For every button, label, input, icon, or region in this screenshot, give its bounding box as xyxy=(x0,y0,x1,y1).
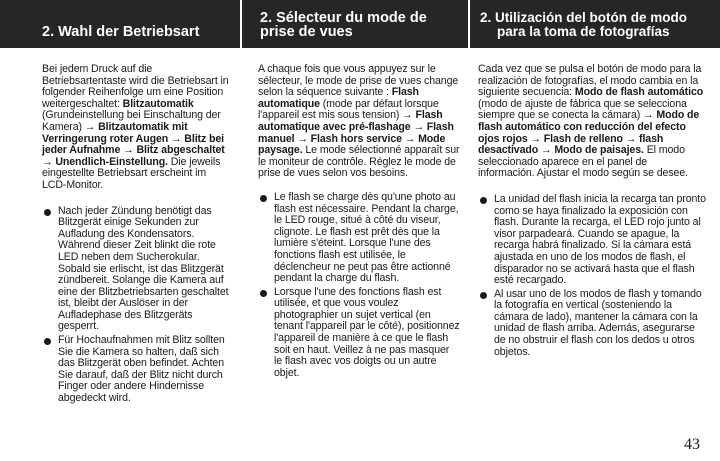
bullets-spanish xyxy=(478,194,706,358)
intro-french-part: → Flash automatique avec pré-flashage → Flash manuel → Flash hors service → Mode paysage. xyxy=(258,109,454,157)
bullet-item: Al usar uno de los modos de flash y tomando la fotografía en vertical (sosteniendo la cámara de lado), mantener la cámara con la unidad de flash arriba. Además, asegurarse de no obstruir el flash con los dedos u otros objetos. xyxy=(478,289,706,359)
intro-french xyxy=(258,64,460,180)
bullet-item: La unidad del flash inicia la recarga tan pronto como se haya finalizado la exposición con flash. Durante la recarga, el LED rojo junto al visor parpadeará. Cuando se apague, la recarga habrá finalizado. Si la cámara está ajustada en uno de los modos de flash, el disparador no se activará hasta que el flash esté recargado. xyxy=(478,194,706,287)
body-german xyxy=(0,48,240,405)
intro-spanish xyxy=(478,64,706,180)
body-spanish xyxy=(468,48,720,358)
heading-french-line2: prise de vues xyxy=(260,24,353,40)
intro-french-part: (mode par défaut lorsque l'appareil est mis sous tension) xyxy=(258,97,439,122)
intro-german-part: Die jeweils eingestellte Betriebsart erscheint im LCD-Monitor. xyxy=(42,155,221,191)
column-spanish xyxy=(468,0,720,360)
intro-german-part: Blitzautomatik xyxy=(122,97,194,110)
bullet-item: Für Hochaufnahmen mit Blitz sollten Sie die Kamera so halten, daß sich das Blitzgerät oben befindet. Achten Sie darauf, daß der Blitz nicht durch Finger oder andere Hindernisse abgedeckt wird. xyxy=(42,335,232,405)
intro-spanish-part: → Modo de flash automático con reducción del efecto ojos rojos → Flash de relleno → flash desactivado → Modo de paisajes. xyxy=(478,109,700,157)
intro-german-part: → Blitzautomatik mit Verringerung roter Augen → Blitz bei jeder Aufnahme → Blitz abgeschaltet → Unendlich-Einstellung. xyxy=(42,120,225,168)
intro-spanish-part: (modo de ajuste de fábrica que se selecciona siempre que se conecta la cámara) xyxy=(478,97,687,122)
heading-german-text: 2. Wahl der Betriebsart xyxy=(42,24,200,40)
bullets-french xyxy=(258,192,460,380)
heading-spanish xyxy=(468,0,720,48)
intro-french-part: Le mode sélectionné apparaît sur le moniteur de contrôle. Réglez le mode de prise de vues selon vos besoins. xyxy=(258,144,460,180)
intro-german-part: Bei jedem Druck auf die Betriebsartentaste wird die Betriebsart in folgender Reihenfolge um eine Position weitergeschaltet: xyxy=(42,63,229,110)
heading-german xyxy=(0,0,240,48)
page-number: 43 xyxy=(684,436,700,453)
intro-spanish-part: Cada vez que se pulsa el botón de modo para la realización de fotografías, el modo cambia en la siguiente secuencia: xyxy=(478,63,702,99)
bullets-german xyxy=(42,206,232,405)
intro-german-part: (Grundeinstellung bei Einschaltung der Kamera) xyxy=(42,109,221,133)
bullet-item: Nach jeder Zündung benötigt das Blitzgerät einige Sekunden zur Aufladung des Kondensators. Während dieser Zeit blinkt die rote LED neben dem Sucherokular. Sobald sie erlischt, ist das Blitzgerät zündbereit. Solange die Kamera auf eine der Blitzbetriebsarten geschaltet ist, bleibt der Auslöser in der Aufladephase des Blitzgeräts gesperrt. xyxy=(42,206,232,334)
column-german xyxy=(0,0,240,407)
heading-french xyxy=(240,0,468,48)
intro-french-part: A chaque fois que vous appuyez sur le sélecteur, le mode de prise de vues change selon la séquence suivante : xyxy=(258,63,459,99)
intro-spanish-part: El modo seleccionado aparece en el panel de información. Ajustar el modo según se desee. xyxy=(478,144,688,180)
intro-spanish-part: Modo de flash automático xyxy=(574,86,704,99)
intro-french-part: Flash automatique xyxy=(258,86,419,110)
heading-french-line1: 2. Sélecteur du mode de xyxy=(260,10,427,26)
intro-german xyxy=(42,64,232,192)
column-french xyxy=(240,0,468,381)
bullet-item: Lorsque l'une des fonctions flash est utilisée, et que vous voulez photographier un sujet vertical (en tenant l'appareil par le côté), positionnez l'appareil de manière à ce que le flash soit en haut. Veillez à ne pas masquer le flash avec vos doigts ou un autre objet. xyxy=(258,287,460,380)
heading-spanish-line2: para la toma de fotografías xyxy=(497,24,670,39)
body-french xyxy=(240,48,468,379)
bullet-item: Le flash se charge dès qu'une photo au flash est nécessaire. Pendant la charge, le LED rouge, situé à côté du viseur, clignote. Le flash est prêt dès que la lumière s'éteint. Lorsque l'une des fonctions flash est utilisée, le déclencheur ne peut pas être actionné pendant la charge du flash. xyxy=(258,192,460,285)
heading-spanish-line1: 2. Utilización del botón de modo xyxy=(480,10,688,25)
